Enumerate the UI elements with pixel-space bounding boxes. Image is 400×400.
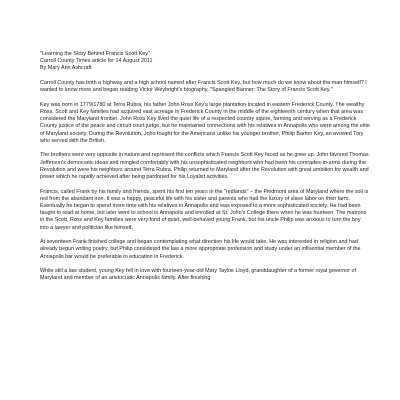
article-header [40, 51, 370, 73]
publication-line: Carroll County Times article for 14 August 2011 [40, 58, 153, 65]
paragraph: Francis, called Frank by his family and friends, spent his first ten years in the "redlands" – the Piedmont area of Maryland where the soil is red from the abundant iron. It was a happy, peaceful life with his sister and parents who had the luxury of slave labor on their farm. Eventually he began to spend more time with his relatives in Annapolis and was exposed to a more sophisticated society. He had been taught to read at home, but later went to school in Annapolis and enrolled at St. John's College there when he was fourteen. The matrons in the Scott, Ross and Key families were very fond of quiet, well-behaved young Frank, but his uncle Philip was anxious to turn the boy into a lawyer and politician like himself. [40, 188, 369, 231]
paragraph: While still a law student, young Key fell in love with fourteen-year-old Mary Tayloe Lloyd, granddaughter of a former royal governor of Maryland and member of an aristocratic Annapolis family. After finishing [40, 268, 357, 282]
article-body [40, 51, 370, 283]
paragraph: At seventeen Frank finished college and began contemplating what direction his life would take. He was interested in religion and had already begun writing poetry, but Philip considered the law a more appropriate profession and study under an influential member of the Annapolis bar would be preferable to education in Frederick. [40, 239, 361, 260]
paragraph: The brothers were very opposite in nature and represent the conflicts which Francis Scott Key faced as he grew up. John favored Thomas Jefferson's democratic ideas and mingled comfortably with his unsophisticated neighbors who had been his comrades-in-arms during the Revolution and were his neighbors around Terra Rubra. Philip returned to Maryland after the Revolution with great ambition for wealth and power which he rapidly achieved after being pardoned for his Loyalist activities. [40, 152, 369, 181]
spacer [40, 73, 370, 80]
spacer [40, 94, 370, 101]
spacer [40, 145, 370, 152]
spacer [40, 261, 370, 268]
paragraph: Key was born in 1779/1780 at Terra Rubra, his father John Ross Key's large plantation located in eastern Frederick County. The wealthy Ross, Scott and Key families had acquired vast acreage in Frederick County in the middle of the eighteenth century when that area was considered the Maryland frontier. John Ross Key lived the quiet life of a respected country squire, farming and serving as a Frederick County justice of the peace and circuit court judge, but he maintained connections with his relatives in Annapolis who were among the elite of Maryland society. During the Revolution, John fought for the Americans unlike his younger brother, Philip Barton Key, an avowed Tory who served with the British. [40, 101, 370, 144]
paragraph: Carroll County has both a highway and a high school named after Francis Scott Key, but how much do we know about the man himself? I wanted to know more and began reading Victor Weybright's biography, "Spangled Banner: The Story of Francis Scott Key." [40, 80, 367, 94]
article-title: "Learning the Story Behind Francis Scott Key" [40, 51, 150, 57]
spacer [40, 232, 370, 239]
spacer [40, 181, 370, 188]
byline: By Mary Ann Ashcraft [40, 65, 92, 72]
